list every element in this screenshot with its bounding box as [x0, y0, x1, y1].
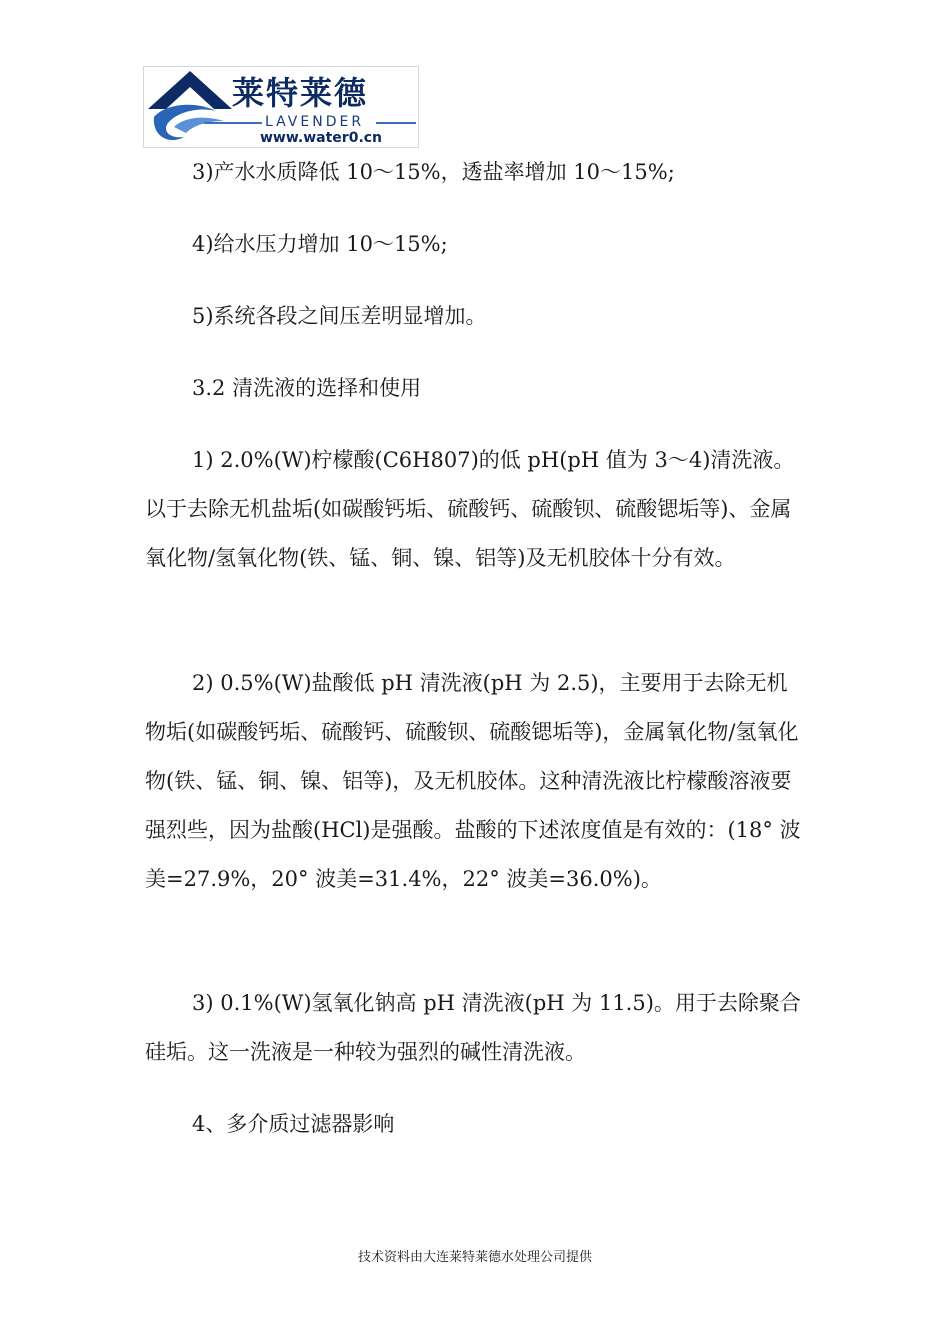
logo-divider-left [204, 122, 262, 124]
page-footer: 技术资料由大连莱特莱德水处理公司提供 [357, 1250, 592, 1265]
logo-name-cn: 莱特莱德 [232, 74, 369, 112]
section-heading-4: 4、多介质过滤器影响 [192, 1112, 395, 1136]
logo-divider-right [376, 122, 416, 124]
paragraph-sodium-hydroxide: 3) 0.1%(W)氢氧化钠高 pH 清洗液(pH 为 11.5)。用于去除聚合硅垢。这一洗液是一种较为强烈的碱性清洗液。 [145, 991, 801, 1064]
logo-name-en: LAVENDER [262, 114, 367, 130]
paragraph-hydrochloric-acid: 2) 0.5%(W)盐酸低 pH 清洗液(pH 为 2.5)，主要用于去除无机物垢(如碳酸钙垢、硫酸钙、硫酸钡、硫酸锶垢等)，金属氧化物/氢氧化物(铁、锰、铜、镍、铝等)，及无机胶体。这种清洗液比柠檬酸溶液要强烈些，因为盐酸(HCl)是强酸。盐酸的下述浓度值是有效的：(18° 波美=27.9%，20° 波美=31.4%，22° 波美=36.0%)。 [145, 671, 801, 891]
logo-url: www.water0.cn [260, 130, 383, 146]
company-logo [143, 66, 419, 148]
paragraph-item-3: 3)产水水质降低 10～15%，透盐率增加 10～15%; [192, 160, 675, 184]
paragraph-item-4: 4)给水压力增加 10～15%; [192, 232, 448, 256]
section-heading-3-2: 3.2 清洗液的选择和使用 [192, 376, 422, 400]
paragraph-citric-acid: 1) 2.0%(W)柠檬酸(C6H807)的低 pH(pH 值为 3～4)清洗液。以于去除无机盐垢(如碳酸钙垢、硫酸钙、硫酸钡、硫酸锶垢等)、金属氧化物/氢氧化物(铁、锰、铜、镍、铝等)及无机胶体十分有效。 [145, 448, 795, 570]
paragraph-item-5: 5)系统各段之间压差明显增加。 [192, 304, 487, 328]
